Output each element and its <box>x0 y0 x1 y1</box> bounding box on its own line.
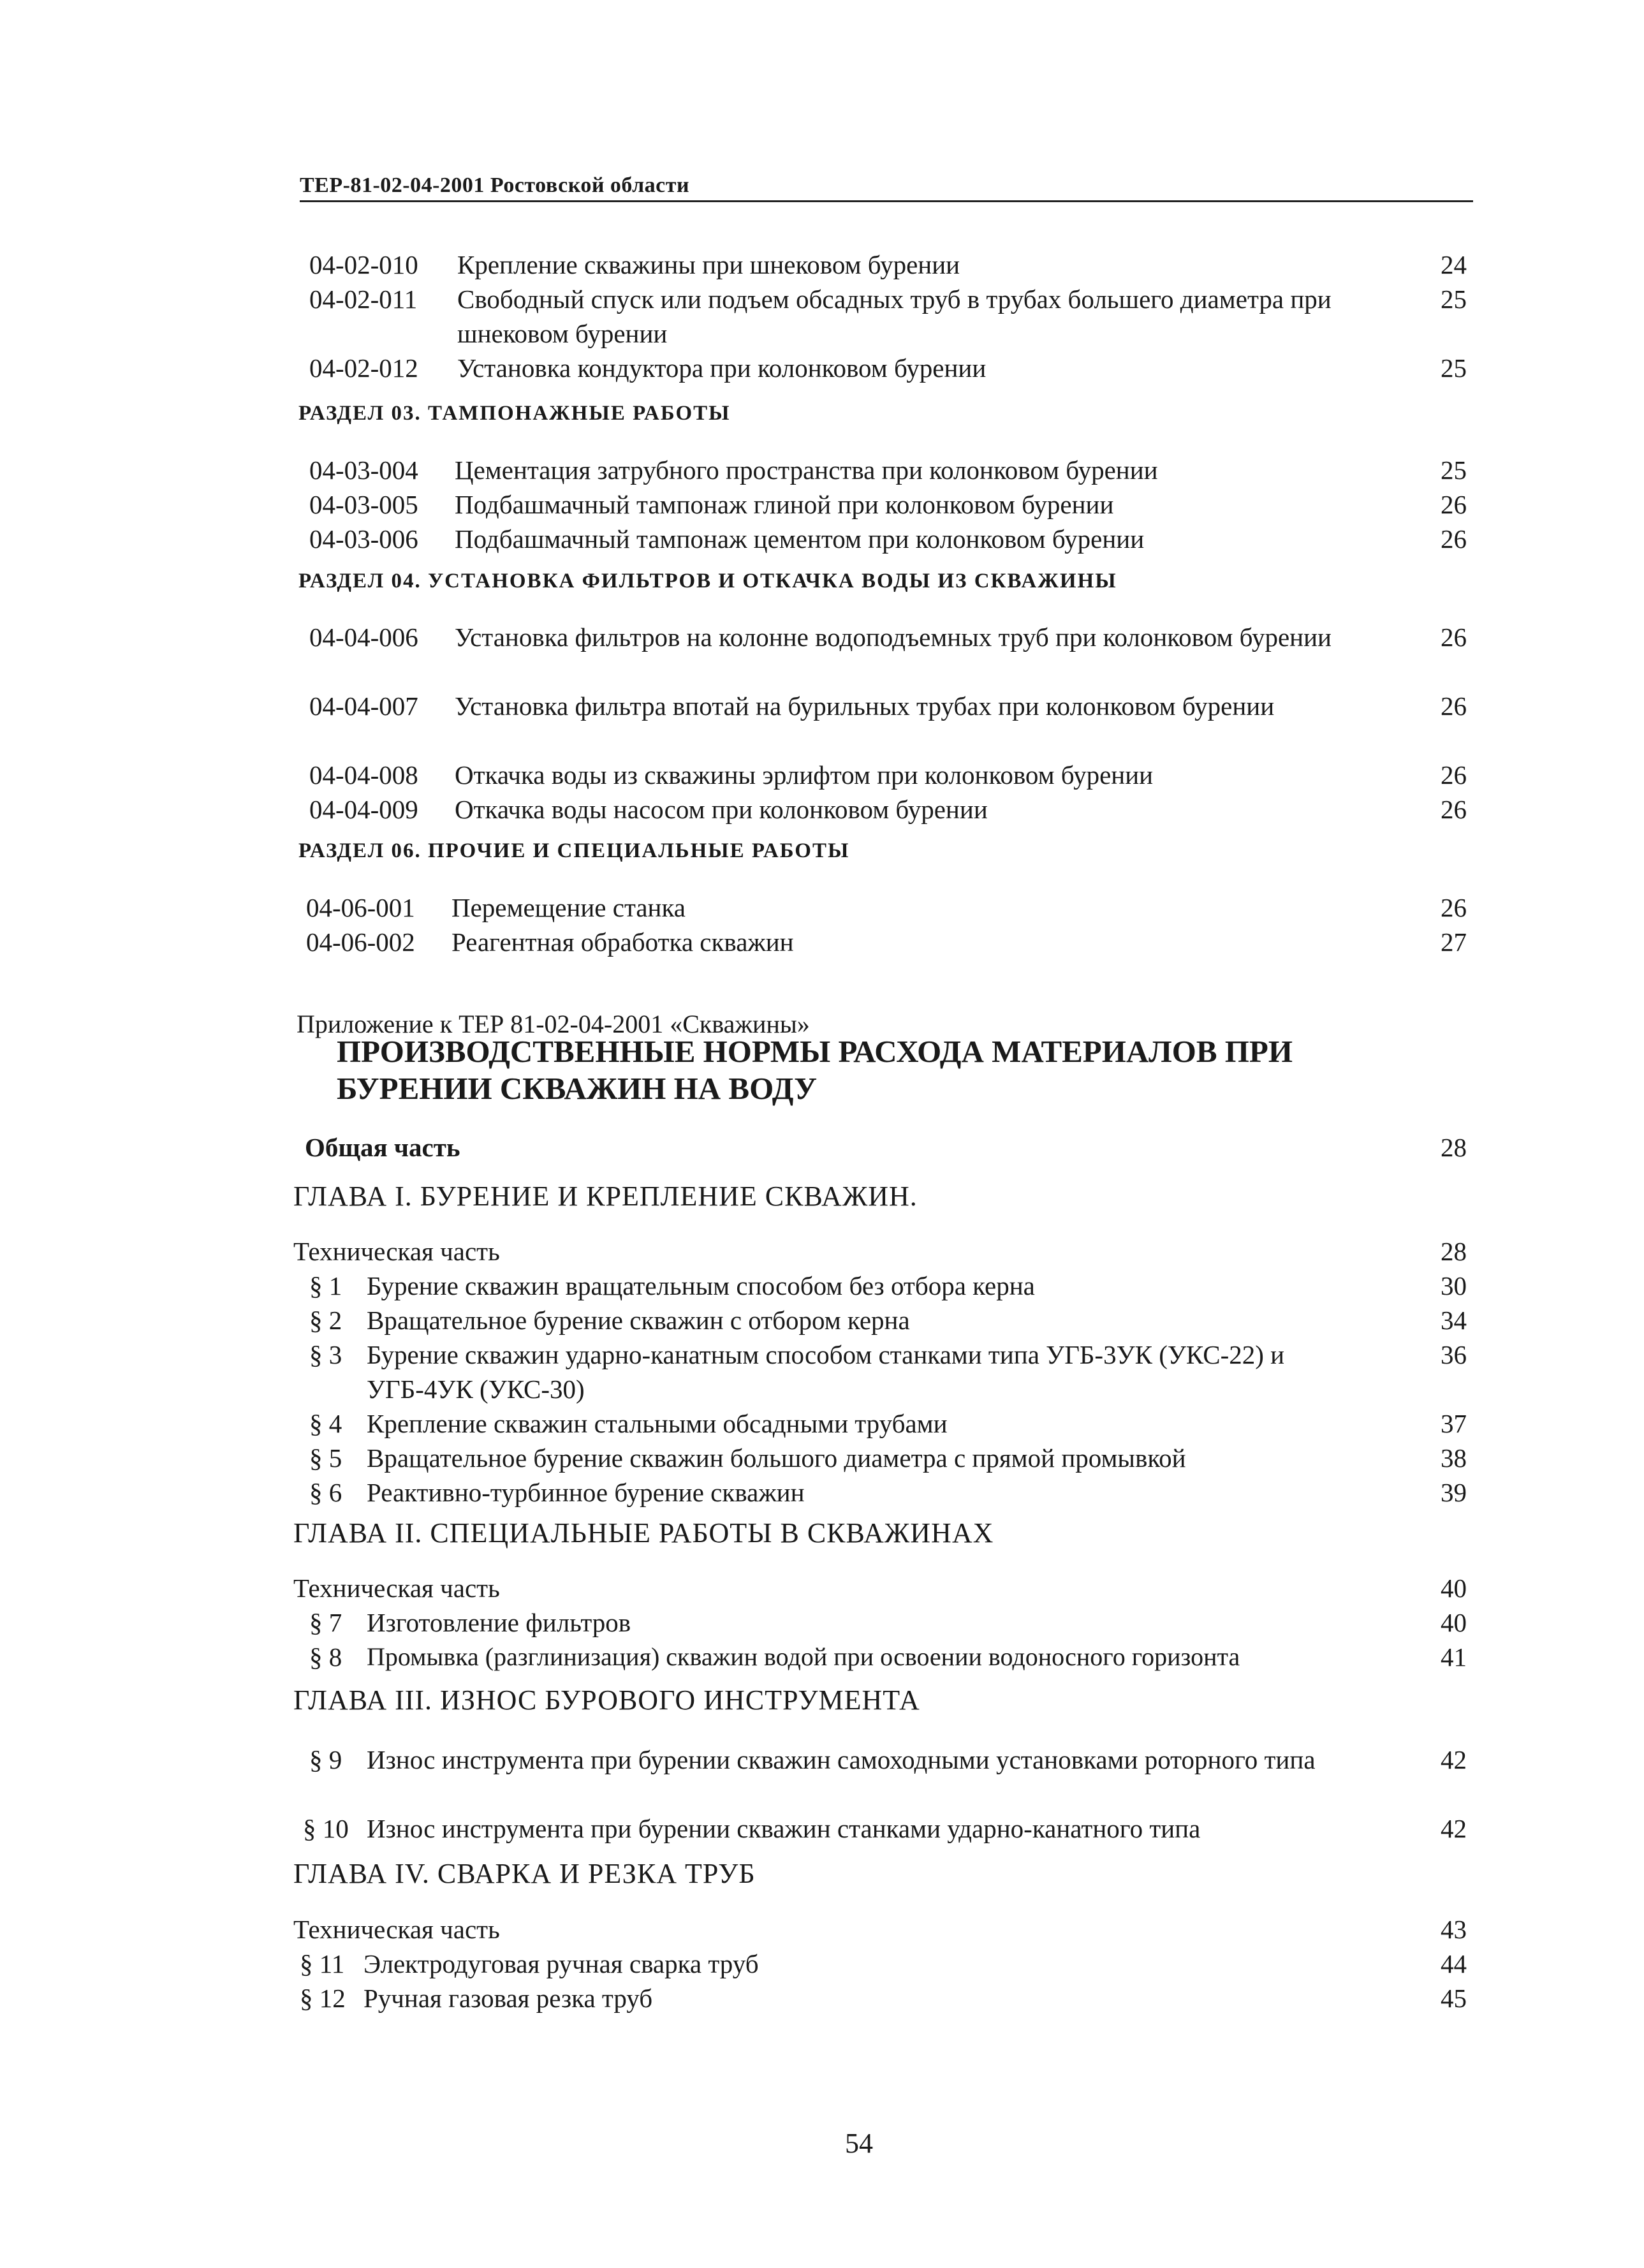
entry-code: 04-03-006 <box>309 524 418 554</box>
paragraph-mark: § 1 <box>309 1271 342 1300</box>
entry-title: Откачка воды насосом при колонковом бурении <box>455 795 988 824</box>
entry-title: Реагентная обработка скважин <box>451 927 794 957</box>
entry-title: Реактивно-турбинное бурение скважин <box>367 1478 805 1507</box>
entry-page: 25 <box>1441 353 1467 383</box>
entry-title: Изготовление фильтров <box>367 1608 631 1637</box>
entry-page: 40 <box>1441 1608 1467 1637</box>
entry-code: 04-02-010 <box>309 250 418 279</box>
entry-title: Откачка воды из скважины эрлифтом при колонковом бурении <box>455 760 1154 790</box>
paragraph-mark: § 8 <box>309 1642 342 1672</box>
entry-code: 04-04-006 <box>309 622 418 652</box>
entry-page: 26 <box>1441 622 1467 652</box>
entry-code: 04-02-011 <box>309 284 418 314</box>
entry-title: Вращательное бурение скважин с отбором керна <box>367 1306 910 1335</box>
entry-code: 04-06-002 <box>306 927 415 957</box>
appendix-title: ПРОИЗВОДСТВЕННЫЕ НОРМЫ РАСХОДА МАТЕРИАЛОВ ПРИ БУРЕНИИ СКВАЖИН НА ВОДУ <box>337 1034 1293 1106</box>
chapter-heading: ГЛАВА IV. СВАРКА И РЕЗКА ТРУБ <box>293 1858 756 1889</box>
chapter-heading: ГЛАВА I. БУРЕНИЕ И КРЕПЛЕНИЕ СКВАЖИН. <box>293 1181 918 1212</box>
appendix-caption: Приложение к ТЕР 81-02-04-2001 «Скважины» <box>297 1010 810 1038</box>
entry-title: Ручная газовая резка труб <box>363 1984 653 2013</box>
entry-title: Крепление скважин стальными обсадными трубами <box>367 1409 948 1438</box>
entry-code: 04-03-005 <box>309 490 418 519</box>
entry-page: 38 <box>1441 1443 1467 1473</box>
page-number: 54 <box>845 2128 873 2159</box>
entry-page: 39 <box>1441 1478 1467 1507</box>
entry-page: 30 <box>1441 1271 1467 1300</box>
entry-page: 43 <box>1441 1915 1467 1944</box>
paragraph-mark: § 9 <box>309 1745 342 1774</box>
entry-title: Вращательное бурение скважин большого диаметра с прямой промывкой <box>367 1443 1186 1473</box>
entry-page: 26 <box>1441 524 1467 554</box>
entry-page: 36 <box>1441 1340 1467 1369</box>
entry-page: 28 <box>1441 1237 1467 1266</box>
entry-page: 44 <box>1441 1949 1467 1978</box>
chapter-heading: ГЛАВА II. СПЕЦИАЛЬНЫЕ РАБОТЫ В СКВАЖИНАХ <box>293 1517 994 1549</box>
paragraph-mark: § 6 <box>309 1478 342 1507</box>
entry-title: Свободный спуск или подъем обсадных труб в трубах большего диаметра при шнековом бурении <box>457 284 1332 348</box>
entry-page: 40 <box>1441 1573 1467 1603</box>
entry-title: Установка фильтров на колонне водоподъемных труб при колонковом бурении <box>455 622 1332 652</box>
running-header: ТЕР-81-02-04-2001 Ростовской области <box>300 173 1473 202</box>
entry-title: Бурение скважин ударно-канатным способом станками типа УГБ-3УК (УКС-22) и УГБ-4УК (УКС-30) <box>367 1340 1285 1404</box>
entry-title: Перемещение станка <box>451 893 686 922</box>
paragraph-mark: § 5 <box>309 1443 342 1473</box>
entry-page: 26 <box>1441 760 1467 790</box>
entry-code: 04-04-008 <box>309 760 418 790</box>
entry-code: 04-02-012 <box>309 353 418 383</box>
entry-title: Техническая часть <box>293 1237 500 1266</box>
section-heading: РАЗДЕЛ 04. УСТАНОВКА ФИЛЬТРОВ И ОТКАЧКА ВОДЫ ИЗ СКВАЖИНЫ <box>298 570 1117 593</box>
entry-page: 42 <box>1441 1745 1467 1774</box>
entry-title: Износ инструмента при бурении скважин самоходными установками роторного типа <box>367 1745 1316 1774</box>
entry-title: Подбашмачный тампонаж цементом при колонковом бурении <box>455 524 1145 554</box>
entry-code: 04-06-001 <box>306 893 415 922</box>
entry-page: 45 <box>1441 1984 1467 2013</box>
section-heading: РАЗДЕЛ 03. ТАМПОНАЖНЫЕ РАБОТЫ <box>298 402 731 425</box>
entry-title: Бурение скважин вращательным способом без отбора керна <box>367 1271 1035 1300</box>
entry-title: Подбашмачный тампонаж глиной при колонковом бурении <box>455 490 1114 519</box>
entry-page: 24 <box>1441 250 1467 279</box>
paragraph-mark: § 10 <box>303 1814 349 1843</box>
paragraph-mark: § 2 <box>309 1306 342 1335</box>
entry-title: Установка кондуктора при колонковом бурении <box>457 353 987 383</box>
entry-title: Установка фильтра впотай на бурильных трубах при колонковом бурении <box>455 691 1275 721</box>
entry-page: 34 <box>1441 1306 1467 1335</box>
general-part-label: Общая часть <box>305 1133 460 1162</box>
paragraph-mark: § 7 <box>309 1608 342 1637</box>
entry-code: 04-03-004 <box>309 455 418 485</box>
entry-page: 26 <box>1441 795 1467 824</box>
entry-page: 26 <box>1441 490 1467 519</box>
entry-page: 26 <box>1441 691 1467 721</box>
section-heading: РАЗДЕЛ 06. ПРОЧИЕ И СПЕЦИАЛЬНЫЕ РАБОТЫ <box>298 839 850 862</box>
entry-page: 27 <box>1441 927 1467 957</box>
entry-page: 41 <box>1441 1642 1467 1672</box>
entry-title: Техническая часть <box>293 1915 500 1944</box>
entry-page: 26 <box>1441 893 1467 922</box>
entry-title: Промывка (разглинизация) скважин водой при освоении водоносного горизонта <box>367 1642 1240 1671</box>
paragraph-mark: § 12 <box>300 1984 346 2013</box>
entry-page: 37 <box>1441 1409 1467 1438</box>
entry-title: Техническая часть <box>293 1573 500 1603</box>
entry-code: 04-04-009 <box>309 795 418 824</box>
entry-page: 42 <box>1441 1814 1467 1843</box>
entry-page: 25 <box>1441 284 1467 314</box>
paragraph-mark: § 4 <box>309 1409 342 1438</box>
entry-title: Цементация затрубного пространства при колонковом бурении <box>455 455 1158 485</box>
entry-title: Крепление скважины при шнековом бурении <box>457 250 960 279</box>
general-part-page: 28 <box>1441 1133 1467 1162</box>
paragraph-mark: § 3 <box>309 1340 342 1369</box>
entry-title: Износ инструмента при бурении скважин станками ударно-канатного типа <box>367 1814 1201 1843</box>
chapter-heading: ГЛАВА III. ИЗНОС БУРОВОГО ИНСТРУМЕНТА <box>293 1684 920 1716</box>
entry-page: 25 <box>1441 455 1467 485</box>
paragraph-mark: § 11 <box>300 1949 345 1978</box>
entry-title: Электродуговая ручная сварка труб <box>363 1949 759 1978</box>
entry-code: 04-04-007 <box>309 691 418 721</box>
